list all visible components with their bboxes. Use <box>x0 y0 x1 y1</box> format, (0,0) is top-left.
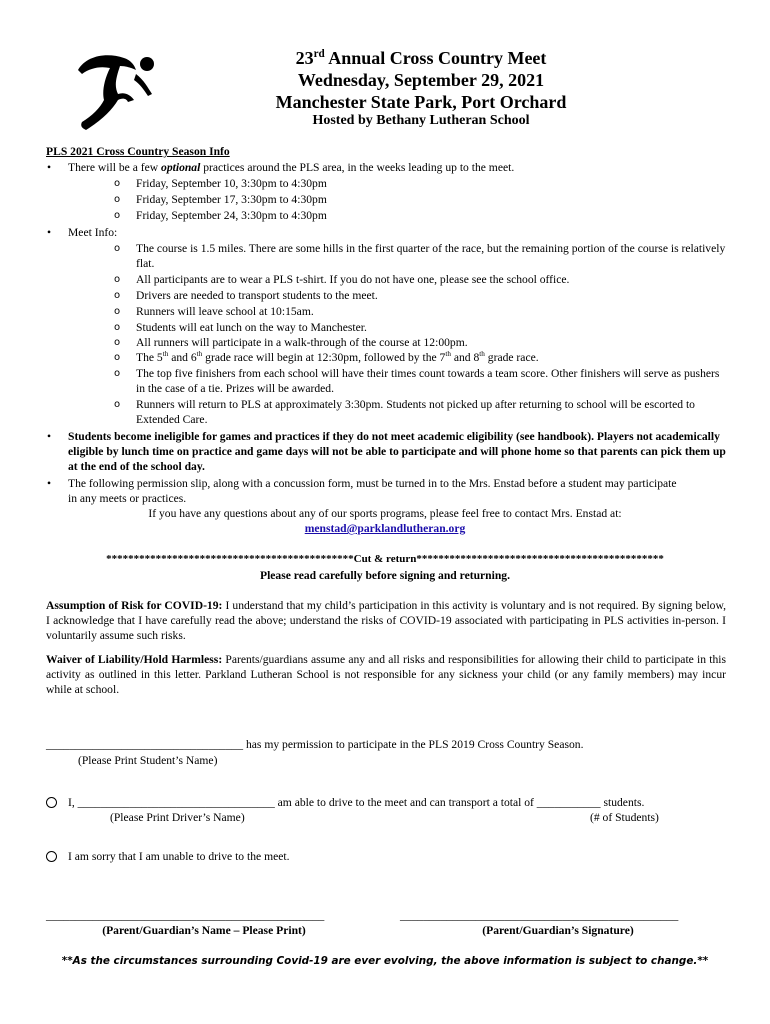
circle-bullet-icon: o <box>114 306 121 317</box>
circle-bullet-icon: o <box>114 194 121 205</box>
can-drive-radio[interactable] <box>46 797 57 808</box>
cut-line: *********************************************Cut & return********************************************* <box>106 553 664 565</box>
bullet-icon: • <box>47 477 52 490</box>
circle-bullet-icon: o <box>114 399 121 410</box>
season-info-heading: PLS 2021 Cross Country Season Info <box>46 145 230 158</box>
covid-risk-paragraph: Assumption of Risk for COVID-19: I understand that my child’s participation in this activity is voluntary and is not required. By signing below, I acknowledge that I have carefully read the above; understand the risks of COVID-19 associated with participating in PLS activities in-person. I voluntarily assume such risks. <box>46 599 727 643</box>
permission-notice: The following permission slip, along with a concussion form, must be turned in to the Mrs. Enstad before a student may participate in any meets or practices. <box>68 477 677 506</box>
contact-email-link[interactable]: menstad@parklandlutheran.org <box>304 522 466 535</box>
circle-bullet-icon: o <box>114 352 121 363</box>
meet-item-lunch: Students will eat lunch on the way to Manchester. <box>136 321 367 334</box>
eligibility-notice: Students become ineligible for games and practices if they do not meet academic eligibility (see handbook). Players not academically eligible by lunch time on practice and game days will not be able to participate and will phone home so that parents can pick them up at the end of the school day. <box>68 430 726 474</box>
circle-bullet-icon: o <box>114 243 121 254</box>
meet-item-scoring: The top five finishers from each school will have their times count towards a team score. Other finishers will serve as pushers in the case of a tie. Prizes will be awarded. <box>136 367 720 396</box>
cannot-drive-radio[interactable] <box>46 851 57 862</box>
contact-email-wrap <box>0 521 770 536</box>
read-carefully: Please read carefully before signing and returning. <box>259 569 510 582</box>
practice-date: Friday, September 17, 3:30pm to 4:30pm <box>136 193 327 206</box>
parent-name-line[interactable]: ________________________________________________ <box>46 909 325 922</box>
circle-bullet-icon: o <box>114 274 121 285</box>
waiver-paragraph: Waiver of Liability/Hold Harmless: Parents/guardians assume any and all risks and responsibilities for allowing their child to participate in this activity as outlined in this letter. Parkland Lutheran School is not responsible for any sickness your child (or any family members) may incur while at school. <box>46 653 726 697</box>
meet-location: Manchester State Park, Port Orchard <box>275 92 567 112</box>
driver-field[interactable]: I, __________________________________ am able to drive to the meet and can transport a total of ___________ students. <box>68 796 645 809</box>
questions-text: If you have any questions about any of our sports programs, please feel free to contact Mrs. Enstad at: <box>148 507 622 520</box>
meet-item-return: Runners will return to PLS at approximately 3:30pm. Students not picked up after returning to school will be escorted to Extended Care. <box>136 398 695 427</box>
meet-item-leave: Runners will leave school at 10:15am. <box>136 305 314 318</box>
meet-item-drivers: Drivers are needed to transport students to the meet. <box>136 289 378 302</box>
meet-title: 23rd Annual Cross Country Meet <box>295 48 547 68</box>
meet-date: Wednesday, September 29, 2021 <box>297 70 545 90</box>
driver-name-caption: (Please Print Driver’s Name) <box>110 811 245 824</box>
circle-bullet-icon: o <box>114 322 121 333</box>
circle-bullet-icon: o <box>114 290 121 301</box>
practice-date: Friday, September 10, 3:30pm to 4:30pm <box>136 177 327 190</box>
circle-bullet-icon: o <box>114 178 121 189</box>
meet-info-label: Meet Info: <box>68 226 118 239</box>
meet-item-race-times: The 5th and 6th grade race will begin at 12:30pm, followed by the 7th and 8th grade race. <box>136 350 539 364</box>
covid-footer-note: **As the circumstances surrounding Covid-19 are ever evolving, the above information is subject to change.** <box>61 955 709 967</box>
student-name-field[interactable]: __________________________________ has my permission to participate in the PLS 2019 Cross Country Season. <box>46 738 584 751</box>
meet-item-walkthrough: All runners will participate in a walk-through of the course at 12:00pm. <box>136 336 468 349</box>
parent-signature-line[interactable]: ________________________________________________ <box>400 909 679 922</box>
bullet-icon: • <box>47 430 52 443</box>
students-count-caption: (# of Students) <box>590 811 659 824</box>
meet-item-course: The course is 1.5 miles. There are some hills in the first quarter of the race, but the remaining portion of the course is relatively flat. <box>136 242 726 271</box>
circle-bullet-icon: o <box>114 210 121 221</box>
practice-date: Friday, September 24, 3:30pm to 4:30pm <box>136 209 327 222</box>
meet-item-tshirt: All participants are to wear a PLS t-shirt. If you do not have one, please see the school office. <box>136 273 570 286</box>
meet-host: Hosted by Bethany Lutheran School <box>312 113 530 128</box>
student-name-caption: (Please Print Student’s Name) <box>78 754 218 767</box>
circle-bullet-icon: o <box>114 337 121 348</box>
bullet-icon: • <box>47 161 52 174</box>
parent-name-caption: (Parent/Guardian’s Name – Please Print) <box>102 924 306 937</box>
practices-intro: There will be a few optional practices around the PLS area, in the weeks leading up to the meet. <box>68 161 515 174</box>
cannot-drive-label: I am sorry that I am unable to drive to the meet. <box>68 850 290 863</box>
circle-bullet-icon: o <box>114 368 121 379</box>
parent-signature-caption: (Parent/Guardian’s Signature) <box>482 924 634 937</box>
bullet-icon: • <box>47 226 52 239</box>
